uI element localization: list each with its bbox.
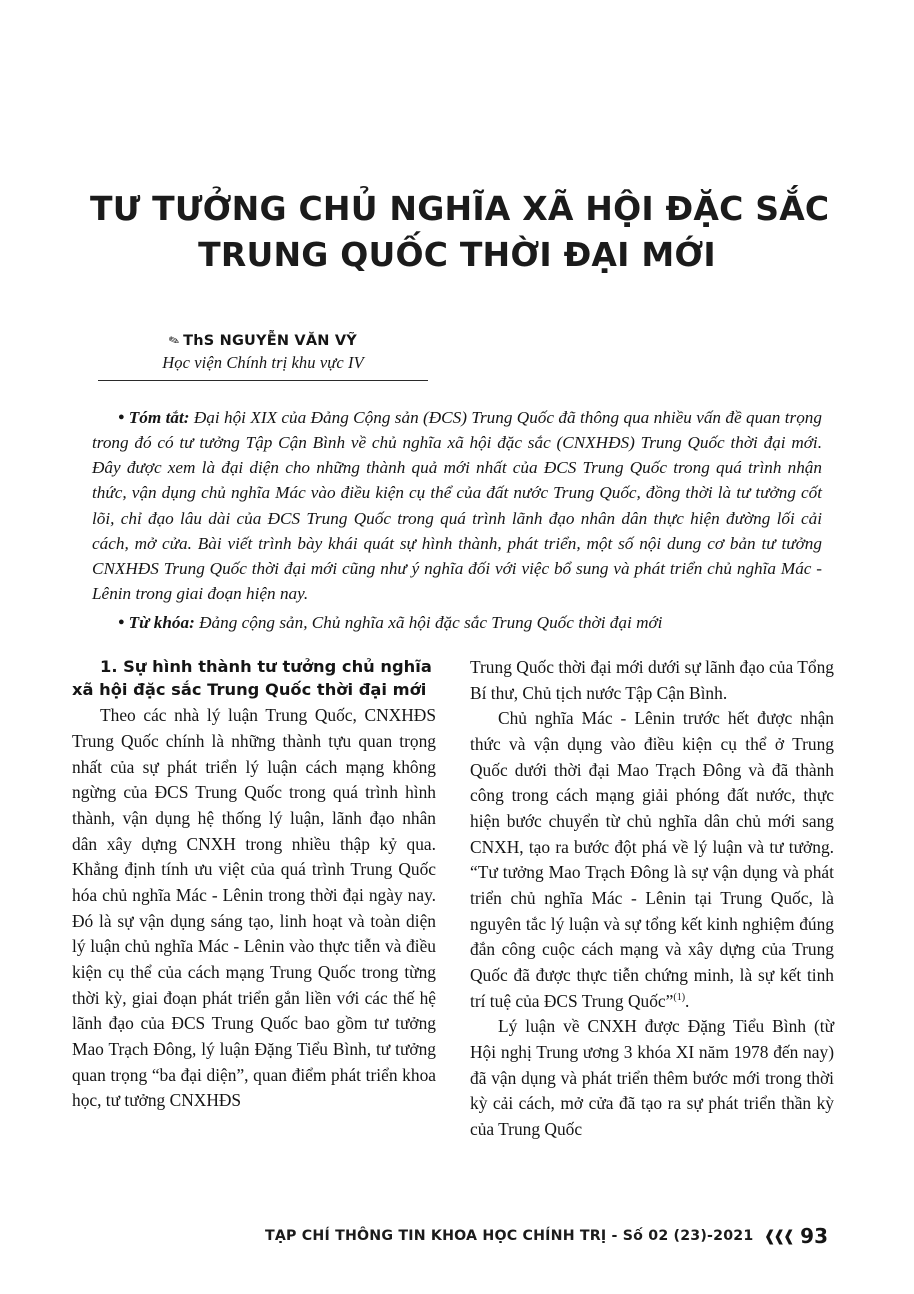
- section-heading: 1. Sự hình thành tư tưởng chủ nghĩa xã hội đặc sắc Trung Quốc thời đại mới: [72, 657, 432, 700]
- bullet-icon: ●: [118, 411, 125, 424]
- title-line-1: TƯ TƯỞNG CHỦ NGHĨA XÃ HỘI ĐẶC SẮC: [90, 189, 830, 228]
- author-name: ThS NGUYỄN VĂN VỸ: [183, 333, 357, 350]
- pen-icon: ✎: [166, 332, 183, 351]
- abstract-keywords-text: Đảng cộng sản, Chủ nghĩa xã hội đặc sắc Trung Quốc thời đại mới: [194, 612, 663, 632]
- author-divider: [98, 380, 428, 381]
- paragraph: Lý luận về CNXH được Đặng Tiểu Bình (từ Hội nghị Trung ương 3 khóa XI năm 1978 đến nay) đã vận dụng và phát triển thêm bước mới trong thời kỳ cải cách, mở cửa đã tạo ra sự phát triển thần kỳ của Trung Quốc: [470, 1016, 834, 1140]
- body-columns: [0, 655, 914, 1143]
- author-name-row: [78, 333, 448, 349]
- abstract-keywords: [92, 610, 822, 635]
- author-block: [0, 333, 448, 381]
- chevrons-icon: ❰❰❰: [763, 1227, 793, 1245]
- column-left: [72, 655, 436, 1143]
- abstract-summary: [92, 405, 822, 606]
- footer-journal-title: TẠP CHÍ THÔNG TIN KHOA HỌC CHÍNH TRỊ - Số 02 (23)-2021: [264, 1228, 754, 1244]
- page-footer: [0, 1224, 914, 1248]
- footnote-marker: (1): [673, 991, 686, 1003]
- abstract-summary-text: Đại hội XIX của Đảng Cộng sản (ĐCS) Trung Quốc đã thông qua nhiều vấn đề quan trọng trong đó có tư tưởng Tập Cận Bình về chủ nghĩa xã hội đặc sắc (CNXHĐS) Trung Quốc thời đại mới. Đây được xem là đại diện cho những thành quả mới nhất của ĐCS Trung Quốc trong quá trình nhận thức, vận dụng chủ nghĩa Mác vào điều kiện cụ thể của đất nước Trung Quốc, đồng thời là tư tưởng cốt lõi, chỉ đạo lâu dài của ĐCS Trung Quốc trong quá trình lãnh đạo nhân dân thực hiện đường lối cải cách, mở cửa. Bài viết trình bày khái quát sự hình thành, phát triển, một số nội dung cơ bản tư tưởng CNXHĐS Trung Quốc thời đại mới cũng như ý nghĩa đối với việc bổ sung và phát triển chủ nghĩa Mác - Lênin trong giai đoạn hiện nay.: [92, 408, 822, 603]
- paragraph-text-end: .: [685, 990, 690, 1011]
- author-affiliation: Học viện Chính trị khu vực IV: [162, 353, 364, 373]
- bullet-icon: ●: [118, 615, 125, 628]
- title-line-2: TRUNG QUỐC THỜI ĐẠI MỚI: [198, 234, 716, 274]
- abstract-block: [0, 405, 914, 635]
- page-number: 93: [800, 1224, 828, 1248]
- column-right: [470, 655, 834, 1143]
- abstract-keywords-label: Từ khóa:: [128, 612, 195, 632]
- paragraph: Theo các nhà lý luận Trung Quốc, CNXHĐS Trung Quốc chính là những thành tựu quan trọng nhất của sự phát triển lý luận cách mạng không ngừng của ĐCS Trung Quốc trong quá trình hình thành, vận dụng hệ thống lý luận, lãnh đạo nhân dân xây dựng CNXH trong nhiều thập kỷ qua. Khẳng định tính ưu việt của quá trình Trung Quốc hóa chủ nghĩa Mác - Lênin trong thời đại ngày nay. Đó là sự vận dụng sáng tạo, linh hoạt và toàn diện lý luận chủ nghĩa Mác - Lênin vào thực tiễn và điều kiện cụ thể của cách mạng Trung Quốc trong từng thời kỳ, giai đoạn phát triển gắn liền với các thế hệ lãnh đạo của ĐCS Trung Quốc bao gồm tư tưởng Mao Trạch Đông, lý luận Đặng Tiểu Bình, tư tưởng quan trọng “ba đại diện”, quan điểm phát triển khoa học, tư tưởng CNXHĐS: [72, 705, 436, 1111]
- paragraph-text: Chủ nghĩa Mác - Lênin trước hết được nhận thức và vận dụng vào điều kiện cụ thể ở Trung Quốc dưới thời đại Mao Trạch Đông và đã thành công trong cách mạng giải phóng đất nước, thực hiện bước chuyển từ chủ nghĩa dân chủ mới sang CNXH, tạo ra bước đột phá về lý luận và tư tưởng. “Tư tưởng Mao Trạch Đông là sự vận dụng và phát triển chủ nghĩa Mác - Lênin tại Trung Quốc, là nguyên tắc lý luận và sự tổng kết kinh nghiệm đúng đắn công cuộc cách mạng và xây dựng của Trung Quốc đã được thực tiễn chứng minh, là sự kết tinh trí tuệ của ĐCS Trung Quốc”: [470, 708, 834, 1011]
- paragraph: [470, 706, 834, 1014]
- page-title: [0, 0, 914, 277]
- abstract-summary-label: Tóm tắt:: [128, 408, 190, 428]
- paragraph: Trung Quốc thời đại mới dưới sự lãnh đạo của Tổng Bí thư, Chủ tịch nước Tập Cận Bình.: [470, 657, 834, 703]
